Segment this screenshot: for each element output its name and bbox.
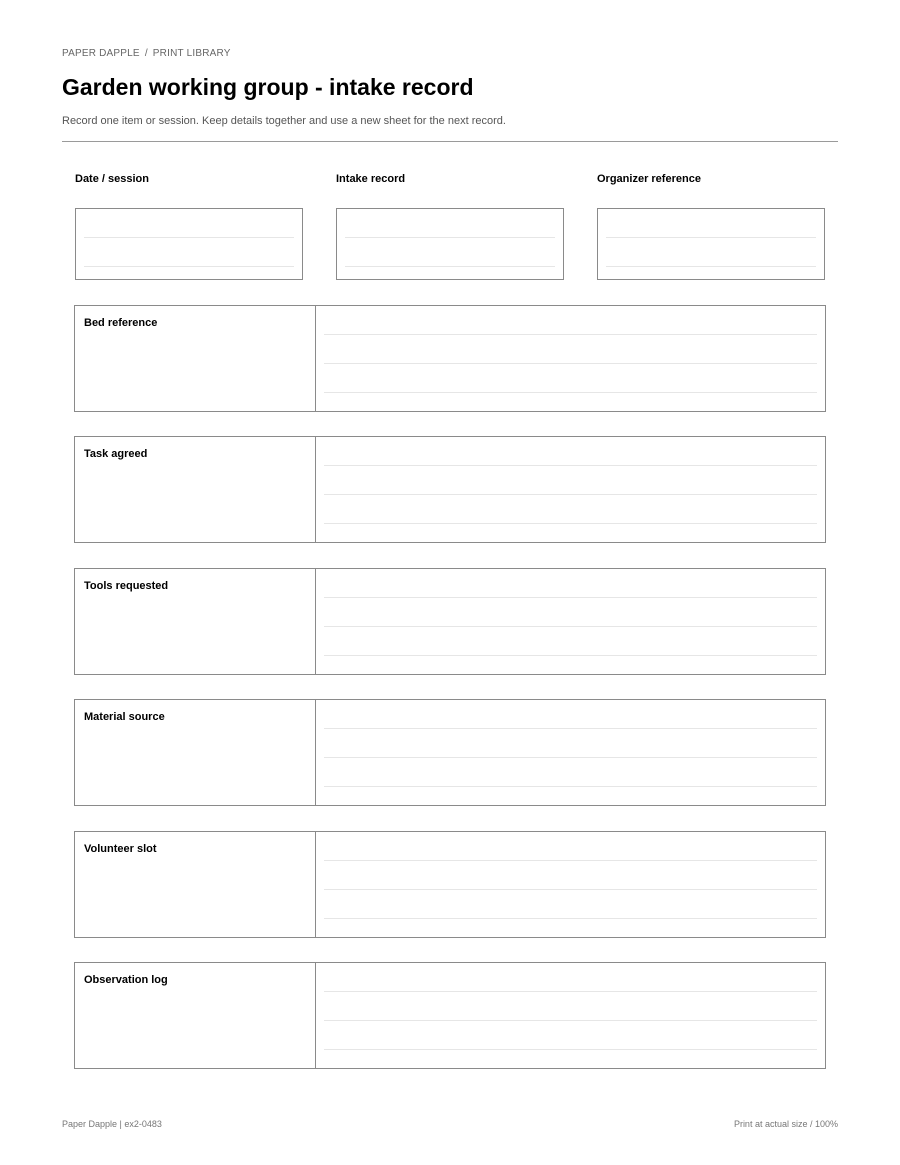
writing-line bbox=[324, 1020, 817, 1021]
footer-document-id: Paper Dapple | ex2-0483 bbox=[62, 1119, 162, 1129]
section-label: Task agreed bbox=[84, 448, 148, 460]
writing-line bbox=[324, 334, 817, 335]
section-material-source bbox=[74, 699, 826, 806]
writing-line bbox=[324, 728, 817, 729]
writing-line bbox=[606, 266, 816, 267]
page-subtitle: Record one item or session. Keep details together and use a new sheet for the next record. bbox=[62, 115, 506, 127]
section-volunteer-slot bbox=[74, 831, 826, 938]
header-divider bbox=[62, 141, 838, 142]
writing-line bbox=[324, 1049, 817, 1050]
writing-line bbox=[324, 363, 817, 364]
writing-line bbox=[324, 918, 817, 919]
writing-line bbox=[324, 392, 817, 393]
tools-requested-field[interactable] bbox=[316, 569, 825, 674]
observation-log-field[interactable] bbox=[316, 963, 825, 1068]
organizer-reference-field[interactable] bbox=[597, 208, 825, 280]
intake-record-label: Intake record bbox=[336, 173, 406, 185]
section-label-cell bbox=[75, 569, 316, 674]
writing-line bbox=[324, 465, 817, 466]
breadcrumb bbox=[62, 48, 231, 59]
section-label-cell bbox=[75, 306, 316, 411]
writing-line bbox=[324, 523, 817, 524]
writing-line bbox=[324, 889, 817, 890]
footer-print-note: Print at actual size / 100% bbox=[733, 1119, 838, 1129]
organizer-reference-label: Organizer reference bbox=[597, 173, 701, 185]
writing-line bbox=[324, 786, 817, 787]
page-title: Garden working group - intake record bbox=[62, 74, 474, 100]
section-label: Volunteer slot bbox=[84, 843, 157, 855]
date-session-label: Date / session bbox=[75, 173, 149, 185]
material-source-field[interactable] bbox=[316, 700, 825, 805]
writing-line bbox=[324, 597, 817, 598]
intake-record-field[interactable] bbox=[336, 208, 564, 280]
writing-line bbox=[324, 991, 817, 992]
breadcrumb-separator: / bbox=[144, 48, 148, 59]
writing-line bbox=[324, 757, 817, 758]
writing-line bbox=[324, 655, 817, 656]
writing-line bbox=[324, 860, 817, 861]
section-label-cell bbox=[75, 963, 316, 1068]
writing-line bbox=[324, 626, 817, 627]
section-label: Tools requested bbox=[84, 580, 169, 592]
section-label: Material source bbox=[84, 711, 165, 723]
section-label: Observation log bbox=[84, 974, 168, 986]
volunteer-slot-field[interactable] bbox=[316, 832, 825, 937]
writing-line bbox=[345, 266, 555, 267]
writing-line bbox=[84, 237, 294, 238]
section-observation-log bbox=[74, 962, 826, 1069]
section-label: Bed reference bbox=[84, 317, 158, 329]
writing-line bbox=[324, 494, 817, 495]
bed-reference-field[interactable] bbox=[316, 306, 825, 411]
breadcrumb-item-library[interactable]: PRINT LIBRARY bbox=[152, 48, 231, 59]
task-agreed-field[interactable] bbox=[316, 437, 825, 542]
breadcrumb-item-brand[interactable]: PAPER DAPPLE bbox=[62, 48, 140, 59]
section-label-cell bbox=[75, 832, 316, 937]
date-session-field[interactable] bbox=[75, 208, 303, 280]
section-label-cell bbox=[75, 437, 316, 542]
section-task-agreed bbox=[74, 436, 826, 543]
section-label-cell bbox=[75, 700, 316, 805]
writing-line bbox=[84, 266, 294, 267]
writing-line bbox=[345, 237, 555, 238]
writing-line bbox=[606, 237, 816, 238]
section-tools-requested bbox=[74, 568, 826, 675]
section-bed-reference bbox=[74, 305, 826, 412]
